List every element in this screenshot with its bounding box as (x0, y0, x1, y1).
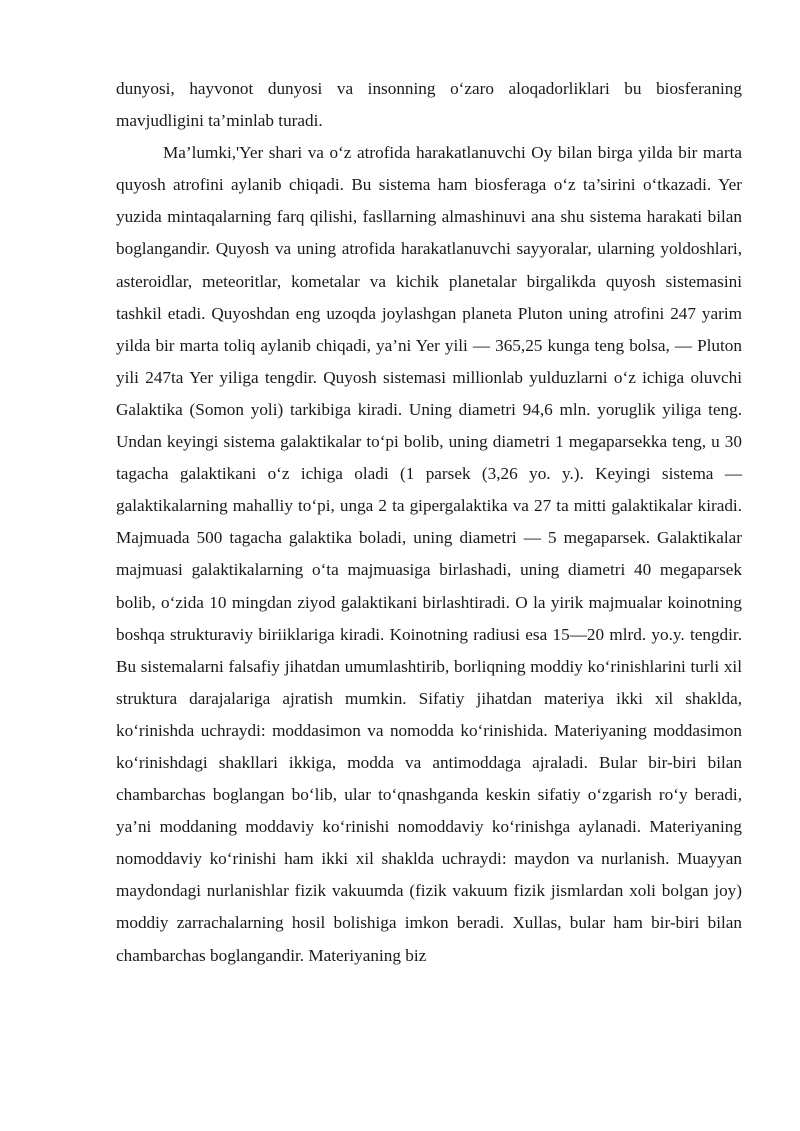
paragraph-main: Ma’lumki,'Yer shari va o‘z atrofida harakatlanuvchi Oy bilan birga yilda bir marta quyosh atrofini aylanib chiqadi. Bu sistema ham biosferaga o‘z ta’sirini o‘tkazadi. Yer yuzida mintaqalarning farq qilishi, fasllarning almashinuvi ana shu sistema harakati bilan boglangandir. Quyosh va uning atrofida harakatlanuvchi sayyoralar, ularning yoldoshlari, asteroidlar, meteoritlar, kometalar va kichik planetalar birgalikda quyosh sistemasini tashkil etadi. Quyoshdan eng uzoqda joylashgan planeta Pluton uning atrofini 247 yarim yilda bir marta toliq aylanib chiqadi, ya’ni Yer yili — 365,25 kunga teng bolsa, — Pluton yili 247ta Yer yiliga tengdir. Quyosh sistemasi millionlab yulduzlarni o‘z ichiga oluvchi Galaktika (Somon yoli) tarkibiga kiradi. Uning diametri 94,6 mln. yoruglik yiliga teng. Undan keyingi sistema galaktikalar to‘pi bolib, uning diametri 1 megaparsekka teng, u 30 tagacha galaktikani o‘z ichiga oladi (1 parsek (3,26 yo. y.). Keyingi sistema — galaktikalarning mahalliy to‘pi, unga 2 ta gipergalaktika va 27 ta mitti galaktikalar kiradi. Majmuada 500 tagacha galaktika boladi, uning diametri — 5 megaparsek. Galaktikalar majmuasi galaktikalarning o‘ta majmuasiga birlashadi, uning diametri 40 megaparsek bolib, o‘zida 10 mingdan ziyod galaktikani birlashtiradi. O la yirik majmualar koinotning boshqa strukturaviy biriiklariga kiradi. Koinotning radiusi esa 15—20 mlrd. yo.y. tengdir. Bu sistemalarni falsafiy jihatdan umumlashtirib, borliqning moddiy ko‘rinishlarini turli xil struktura darajalariga ajratish mumkin. Sifatiy jihatdan materiya ikki xil shaklda, ko‘rinishda uchraydi: moddasimon va nomodda ko‘rinishida. Materiyaning moddasimon ko‘rinishdagi shakllari ikkiga, modda va antimoddaga ajraladi. Bular bir-biri bilan chambarchas boglangan bo‘lib, ular to‘qnashganda keskin sifatiy o‘zgarish ro‘y beradi, ya’ni moddaning moddaviy ko‘rinishi nomoddaviy ko‘rinishga aylanadi. Materiyaning nomoddaviy ko‘rinishi ham ikki xil shaklda uchraydi: maydon va nurlanish. Muayyan maydondagi nurlanishlar fizik vakuumda (fizik vakuum fizik jismlardan xoli bolgan joy) moddiy zarrachalarning hosil bolishiga imkon beradi. Xullas, bular ham bir-biri bilan chambarchas boglangandir. Materiyaning biz (116, 143, 742, 965)
document-page (116, 73, 742, 972)
paragraph-continuation: dunyosi, hayvonot dunyosi va insonning o‘zaro aloqadorliklari bu biosferaning mavjudligini ta’minlab turadi. (116, 79, 742, 131)
